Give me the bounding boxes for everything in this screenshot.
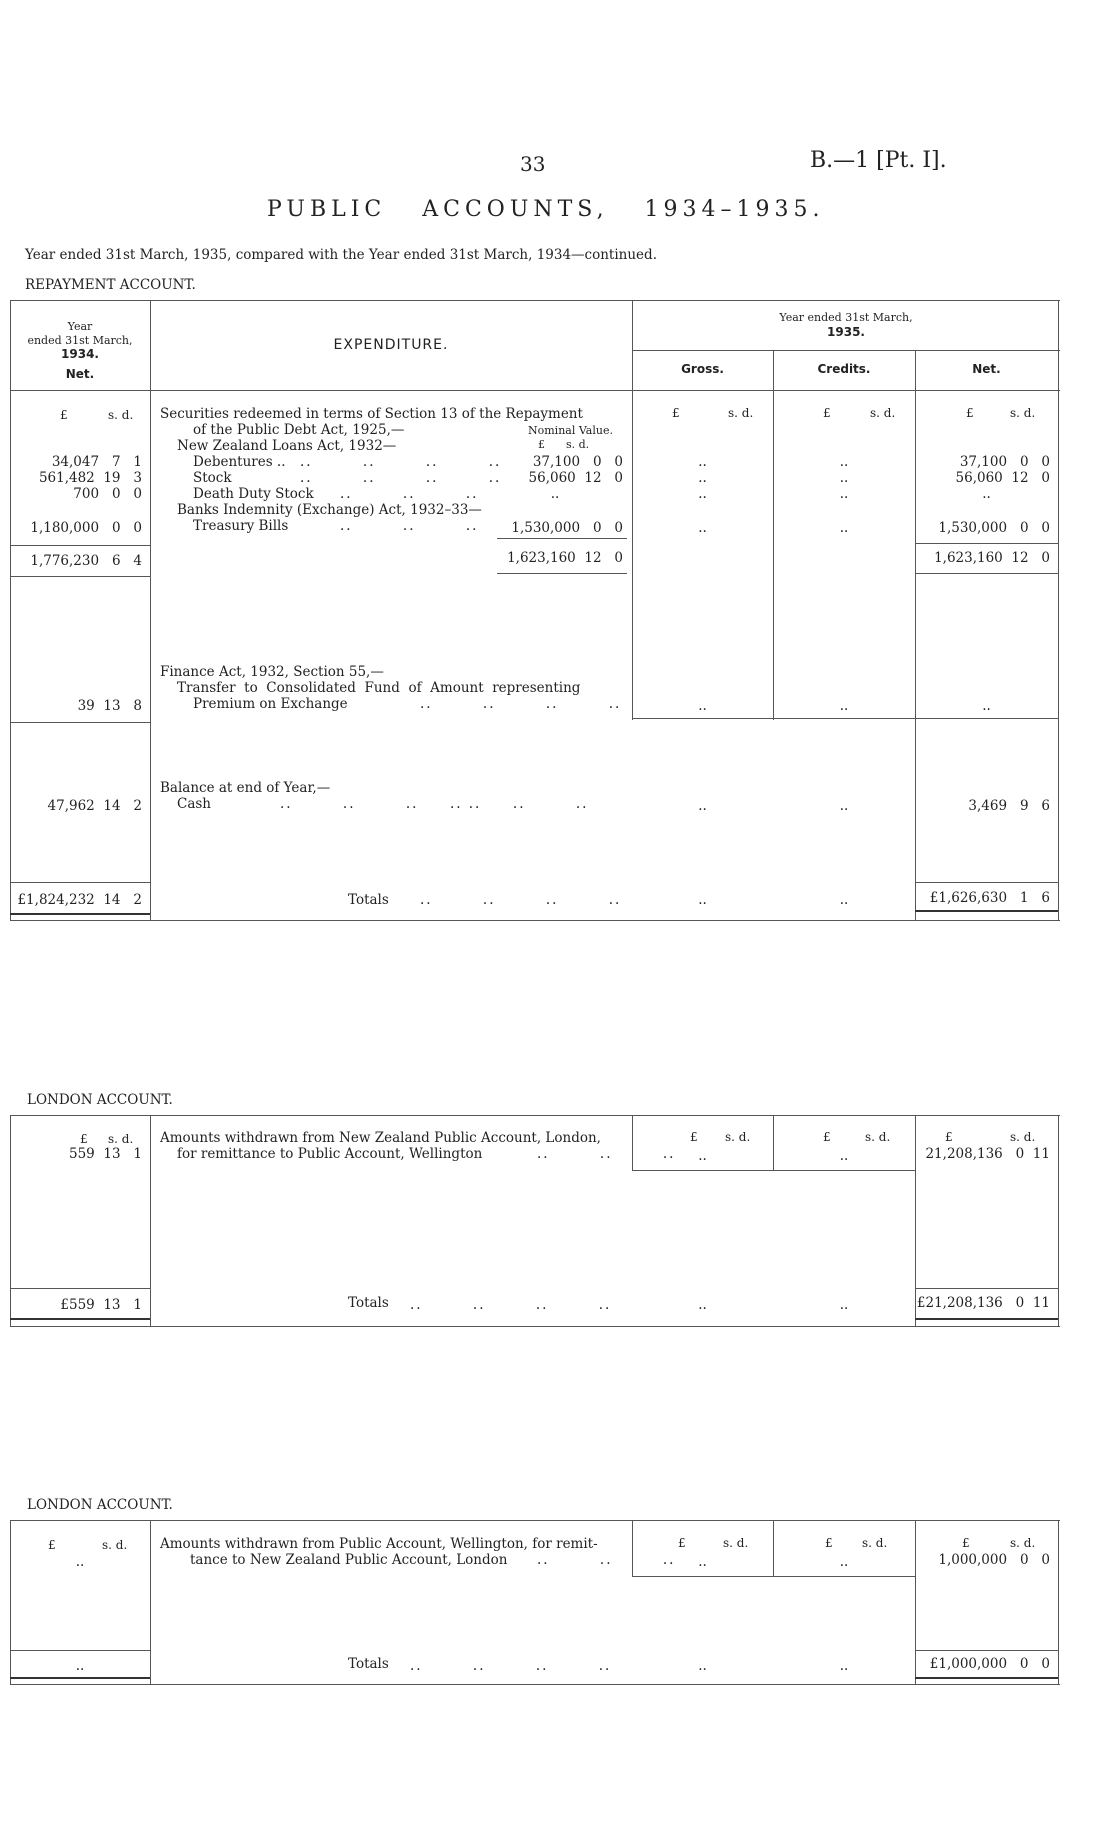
london2-totals-gross: .. <box>698 1658 707 1674</box>
repayment-section-title: REPAYMENT ACCOUNT. <box>25 277 196 293</box>
col-credits: Credits. <box>817 362 871 376</box>
london1-gross: .. <box>698 1148 707 1164</box>
totals-leader: .. .. .. .. <box>420 892 622 908</box>
stock-leader: .. .. .. .. <box>300 470 502 486</box>
col-year-line1: Year <box>67 320 93 333</box>
totals-1934: £1,824,232 14 2 <box>17 892 142 908</box>
london2-desc-line1: Amounts withdrawn from Public Account, Wellington, for remit- <box>160 1536 598 1552</box>
nz-loans-act: New Zealand Loans Act, 1932— <box>177 438 397 454</box>
lsd-pound-gross: £ <box>672 406 680 420</box>
subtotal-nominal: 1,623,160 12 0 <box>507 550 623 566</box>
london2-totals-credits: .. <box>839 1658 849 1674</box>
london2-totals-leader: .. .. .. .. <box>410 1658 612 1674</box>
london1-lsd-sd-gross: s. d. <box>725 1130 751 1144</box>
subtotal-1934: 1,776,230 6 4 <box>30 553 142 569</box>
securities-line1: Securities redeemed in terms of Section 13 of the Repayment <box>160 406 583 422</box>
col-year-net: Net. <box>65 367 95 381</box>
london2-lsd-sd-credits: s. d. <box>862 1536 888 1550</box>
stock-1934: 561,482 19 3 <box>38 470 142 486</box>
london2-lsd-pound-net: £ <box>962 1536 970 1550</box>
stock-credits: .. <box>839 470 849 486</box>
balance-1934: 47,962 14 2 <box>47 798 142 814</box>
col-net: Net. <box>972 362 1001 376</box>
london2-totals-label: Totals <box>348 1656 389 1672</box>
death-duty-label: Death Duty Stock <box>193 486 314 502</box>
london2-totals-1934: .. <box>75 1658 85 1674</box>
page-subtitle: Year ended 31st March, 1935, compared with the Year ended 31st March, 1934—continued. <box>25 247 657 263</box>
balance-gross: .. <box>698 798 707 814</box>
totals-label: Totals <box>348 892 389 908</box>
london1-lsd-sd-credits: s. d. <box>865 1130 891 1144</box>
finance-leader: .. .. .. .. <box>420 696 622 712</box>
treasury-label: Treasury Bills <box>193 518 289 534</box>
london1-lsd-pound-net: £ <box>945 1130 953 1144</box>
london2-lsd-pound-credits: £ <box>825 1536 833 1550</box>
nominal-value-lsd: £ s. d. <box>538 438 590 451</box>
death-duty-leader: .. .. .. <box>340 486 479 502</box>
london2-value-1934: .. <box>75 1554 85 1570</box>
london1-totals-credits: .. <box>839 1297 849 1313</box>
treasury-credits: .. <box>839 520 849 536</box>
debentures-net: 37,100 0 0 <box>959 454 1050 470</box>
london1-lsd-sd-net: s. d. <box>1010 1130 1036 1144</box>
treasury-leader: .. .. .. <box>340 518 479 534</box>
page-number: 33 <box>520 152 546 176</box>
death-duty-1934: 700 0 0 <box>73 486 142 502</box>
finance-1934: 39 13 8 <box>77 698 142 714</box>
death-duty-nominal: .. <box>550 486 560 502</box>
london1-lsd-pound-credits: £ <box>823 1130 831 1144</box>
london1-totals-gross: .. <box>698 1297 707 1313</box>
debentures-leader: .. .. .. .. <box>300 454 502 470</box>
debentures-1934: 34,047 7 1 <box>51 454 142 470</box>
lsd-sd-1934: s. d. <box>108 408 134 422</box>
london2-value-net: 1,000,000 0 0 <box>938 1552 1050 1568</box>
london2-credits: .. <box>839 1554 849 1570</box>
finance-act-line1: Finance Act, 1932, Section 55,— <box>160 664 384 680</box>
totals-credits: .. <box>839 892 849 908</box>
finance-act-line3: Premium on Exchange <box>193 696 348 712</box>
col-year1935-line2: 1935. <box>827 325 865 339</box>
balance-leader: .. .. .. .. <box>280 796 482 812</box>
balance-leader-2: .. .. .. <box>450 796 589 812</box>
london1-leader: .. .. .. <box>537 1146 676 1162</box>
london2-totals-net: £1,000,000 0 0 <box>929 1656 1050 1672</box>
london1-lsd-pound-gross: £ <box>690 1130 698 1144</box>
london1-credits: .. <box>839 1148 849 1164</box>
stock-label: Stock <box>193 470 232 486</box>
treasury-net: 1,530,000 0 0 <box>938 520 1050 536</box>
document-reference: B.—1 [Pt. I]. <box>810 148 947 173</box>
nominal-value-heading: Nominal Value. <box>528 424 613 437</box>
london1-totals-label: Totals <box>348 1295 389 1311</box>
banks-indemnity-act: Banks Indemnity (Exchange) Act, 1932–33— <box>177 502 482 518</box>
col-year-line2: ended 31st March, <box>27 334 133 347</box>
london2-lsd-sd-net: s. d. <box>1010 1536 1036 1550</box>
london1-totals-net: £21,208,136 0 11 <box>916 1295 1050 1311</box>
london2-desc-line2: tance to New Zealand Public Account, London <box>190 1552 508 1568</box>
col-gross: Gross. <box>681 362 724 376</box>
london1-value-1934: 559 13 1 <box>69 1146 142 1162</box>
page-title: PUBLIC ACCOUNTS, 1934–1935. <box>267 197 825 222</box>
debentures-nominal: 37,100 0 0 <box>532 454 623 470</box>
stock-net: 56,060 12 0 <box>955 470 1050 486</box>
debentures-label: Debentures .. <box>193 454 286 470</box>
death-duty-gross: .. <box>698 486 707 502</box>
london1-lsd-sd-1934: s. d. <box>108 1132 134 1146</box>
london2-lsd-pound-gross: £ <box>678 1536 686 1550</box>
balance-credits: .. <box>839 798 849 814</box>
stock-gross: .. <box>698 470 707 486</box>
treasury-1934: 1,180,000 0 0 <box>30 520 142 536</box>
treasury-gross: .. <box>698 520 707 536</box>
death-duty-credits: .. <box>839 486 849 502</box>
london1-totals-leader: .. .. .. .. <box>410 1297 612 1313</box>
lsd-pound-net: £ <box>966 406 974 420</box>
col-year1935-line1: Year ended 31st March, <box>779 311 913 324</box>
securities-line2: of the Public Debt Act, 1925,— <box>193 422 405 438</box>
london1-lsd-pound-1934: £ <box>80 1132 88 1146</box>
stock-nominal: 56,060 12 0 <box>528 470 623 486</box>
debentures-credits: .. <box>839 454 849 470</box>
subtotal-net: 1,623,160 12 0 <box>934 550 1050 566</box>
death-duty-net: .. <box>982 486 991 502</box>
lsd-sd-gross: s. d. <box>728 406 754 420</box>
totals-gross: .. <box>698 892 707 908</box>
london1-desc-line2: for remittance to Public Account, Wellington <box>177 1146 483 1162</box>
finance-act-line2: Transfer to Consolidated Fund of Amount representing <box>177 680 581 696</box>
london1-totals-1934: £559 13 1 <box>60 1297 142 1313</box>
london1-section-title: LONDON ACCOUNT. <box>27 1092 173 1108</box>
lsd-pound-credits: £ <box>823 406 831 420</box>
finance-gross: .. <box>698 698 707 714</box>
lsd-sd-net: s. d. <box>1010 406 1036 420</box>
london1-desc-line1: Amounts withdrawn from New Zealand Public Account, London, <box>160 1130 601 1146</box>
lsd-pound-1934: £ <box>60 408 68 422</box>
london2-section-title: LONDON ACCOUNT. <box>27 1497 173 1513</box>
finance-net: .. <box>982 698 991 714</box>
treasury-nominal: 1,530,000 0 0 <box>511 520 623 536</box>
finance-credits: .. <box>839 698 849 714</box>
col-year-line3: 1934. <box>61 347 99 361</box>
totals-net: £1,626,630 1 6 <box>929 890 1050 906</box>
balance-line2: Cash <box>177 796 212 812</box>
london1-value-net: 21,208,136 0 11 <box>925 1146 1050 1162</box>
debentures-gross: .. <box>698 454 707 470</box>
lsd-sd-credits: s. d. <box>870 406 896 420</box>
london2-leader: .. .. .. <box>537 1552 676 1568</box>
london2-lsd-pound-1934: £ <box>48 1538 56 1552</box>
london2-gross: .. <box>698 1554 707 1570</box>
balance-line1: Balance at end of Year,— <box>160 780 331 796</box>
col-expenditure: EXPENDITURE. <box>333 337 449 353</box>
balance-net: 3,469 9 6 <box>968 798 1050 814</box>
london2-lsd-sd-1934: s. d. <box>102 1538 128 1552</box>
london2-lsd-sd-gross: s. d. <box>723 1536 749 1550</box>
